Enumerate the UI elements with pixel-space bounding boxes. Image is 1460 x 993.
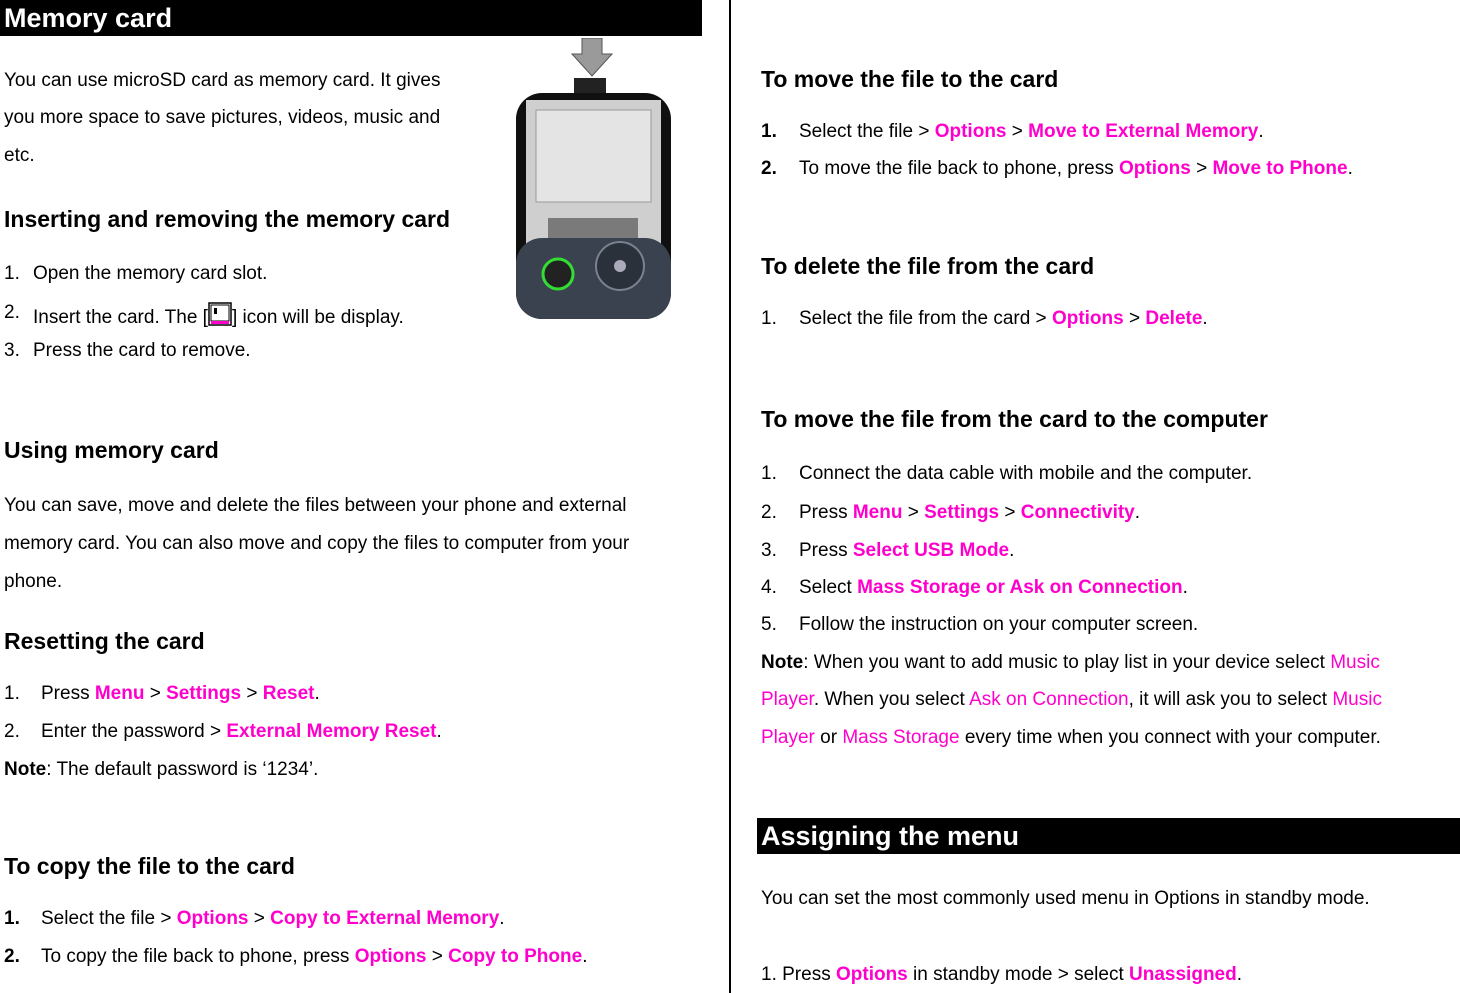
- move-heading: To move the file to the card: [761, 66, 1059, 92]
- assigning-step: 1. Press Options in standby mode > select Unassigned.: [761, 964, 1243, 985]
- computer-note-line-3: Player or Mass Storage every time when you connect with your computer.: [761, 727, 1381, 748]
- step-number: 2.: [4, 721, 20, 742]
- delete-heading: To delete the file from the card: [761, 253, 1095, 279]
- inserting-step-3: Press the card to remove.: [33, 340, 251, 361]
- computer-note-line-1: Note: When you want to add music to play list in your device select Music: [761, 652, 1380, 673]
- computer-step-5: Follow the instruction on your computer screen.: [799, 614, 1199, 635]
- resetting-step-1: Press Menu > Settings > Reset.: [41, 683, 320, 704]
- inserting-heading: Inserting and removing the memory card: [4, 206, 451, 232]
- resetting-step-2: Enter the password > External Memory Reset.: [41, 721, 442, 742]
- step-number: 1.: [4, 908, 20, 929]
- step-number: 4.: [761, 577, 777, 598]
- using-body-line-3: phone.: [4, 571, 63, 592]
- step-number: 5.: [761, 614, 777, 635]
- phone-image: [508, 38, 676, 320]
- step-number: 3.: [761, 540, 777, 561]
- computer-step-1: Connect the data cable with mobile and the computer.: [799, 463, 1253, 484]
- resetting-note: Note: The default password is ‘1234’.: [4, 759, 319, 780]
- inserting-step-2: Insert the card. The [ ] icon will be display.: [33, 302, 404, 332]
- resetting-heading: Resetting the card: [4, 628, 205, 654]
- step-number: 2.: [761, 158, 777, 179]
- intro-line-1: You can use microSD card as memory card. It gives: [4, 70, 441, 91]
- step-number: 2.: [4, 302, 20, 323]
- intro-line-3: etc.: [4, 145, 35, 166]
- assigning-body: You can set the most commonly used menu in Options in standby mode.: [761, 888, 1370, 909]
- arrow-down-icon: [572, 38, 612, 76]
- step-number: 1.: [761, 463, 777, 484]
- inserting-step-1: Open the memory card slot.: [33, 263, 268, 284]
- computer-step-2: Press Menu > Settings > Connectivity.: [799, 502, 1141, 523]
- step-number: 1.: [4, 683, 20, 704]
- memory-card-banner: Memory card: [0, 0, 702, 36]
- assigning-banner: Assigning the menu: [757, 818, 1460, 854]
- move-step-2: To move the file back to phone, press Options > Move to Phone.: [799, 158, 1353, 179]
- computer-step-4: Select Mass Storage or Ask on Connection.: [799, 577, 1188, 598]
- using-heading: Using memory card: [4, 437, 219, 463]
- using-body-line-1: You can save, move and delete the files between your phone and external: [4, 495, 627, 516]
- copy-heading: To copy the file to the card: [4, 853, 295, 879]
- step-number: 3.: [4, 340, 20, 361]
- computer-step-3: Press Select USB Mode.: [799, 540, 1015, 561]
- computer-note-line-2: Player. When you select Ask on Connection, it will ask you to select Music: [761, 689, 1382, 710]
- step-number: 1.: [761, 308, 777, 329]
- step-number: 2.: [4, 946, 20, 967]
- copy-step-2: To copy the file back to phone, press Options > Copy to Phone.: [41, 946, 588, 967]
- step-number: 1.: [761, 121, 777, 142]
- step-number: 1.: [4, 263, 20, 284]
- copy-step-1: Select the file > Options > Copy to External Memory.: [41, 908, 505, 929]
- step-number: 2.: [761, 502, 777, 523]
- memory-card-icon: [208, 302, 232, 332]
- move-step-1: Select the file > Options > Move to External Memory.: [799, 121, 1264, 142]
- using-body-line-2: memory card. You can also move and copy the files to computer from your: [4, 533, 630, 554]
- column-divider: [729, 0, 731, 993]
- computer-heading: To move the file from the card to the computer: [761, 406, 1268, 432]
- delete-step-1: Select the file from the card > Options > Delete.: [799, 308, 1208, 329]
- intro-line-2: you more space to save pictures, videos, music and: [4, 107, 441, 128]
